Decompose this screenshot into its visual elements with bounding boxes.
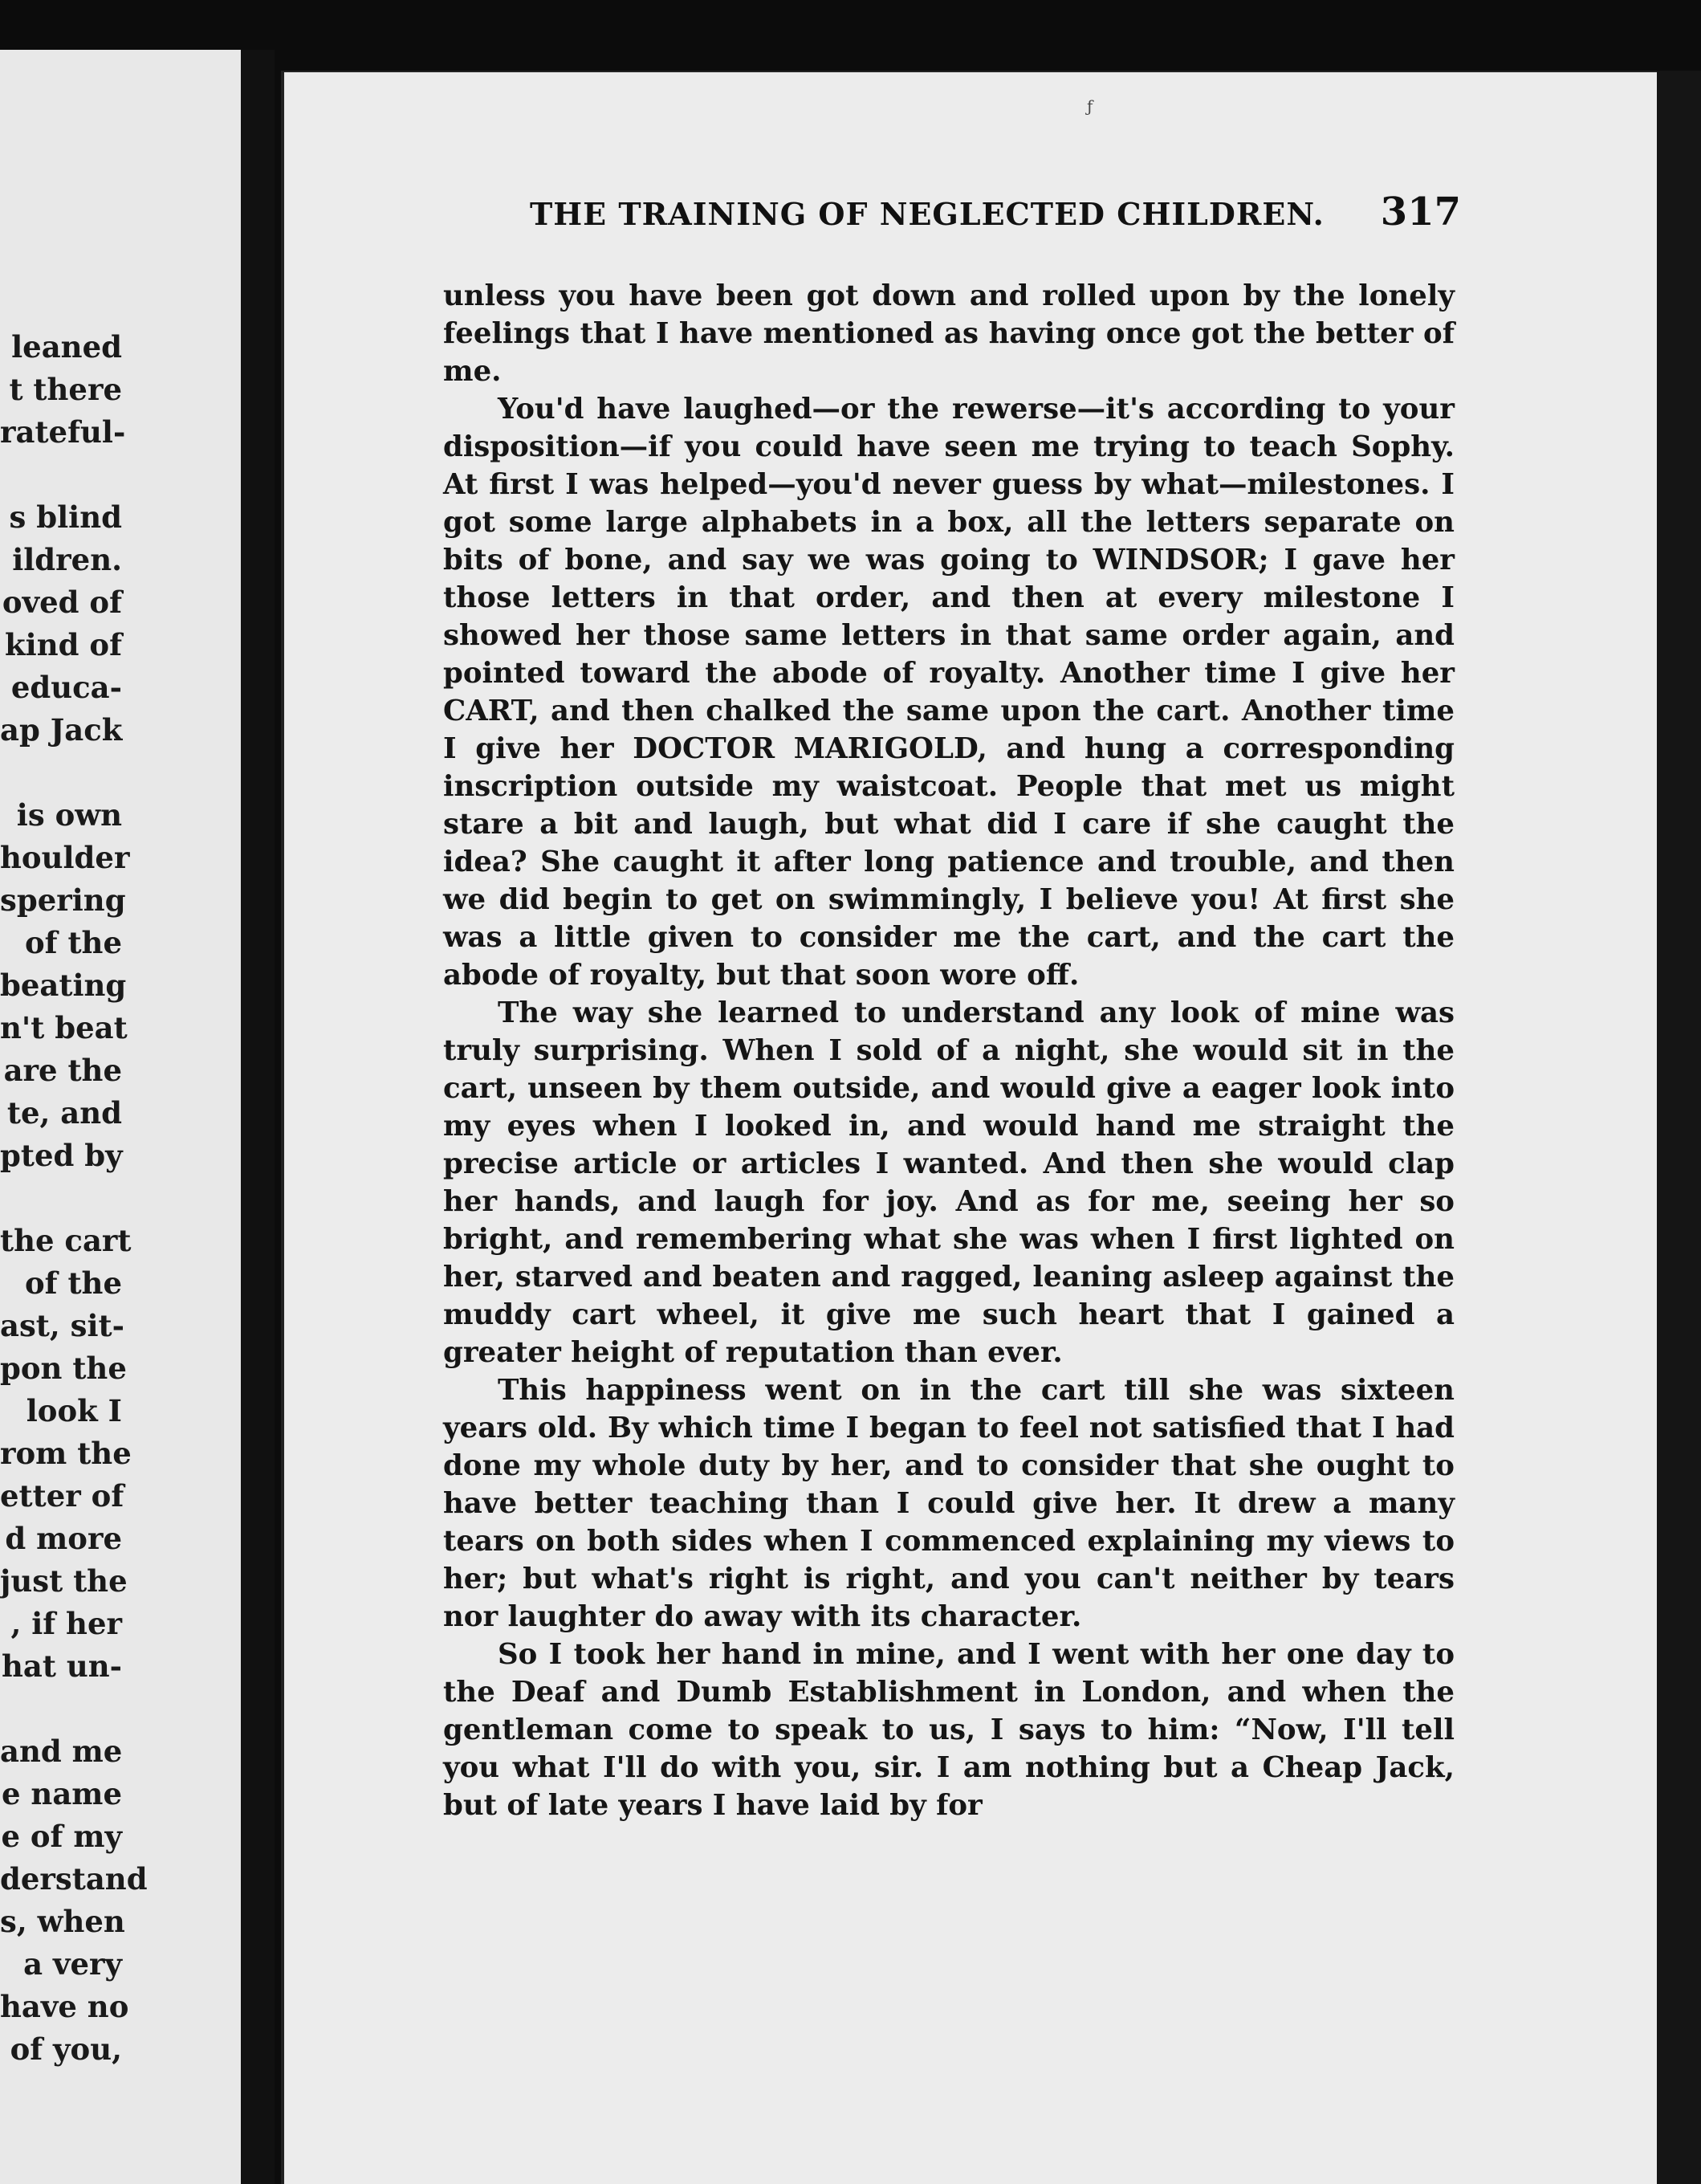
- left-page-fragment: e of my: [1, 1819, 122, 1854]
- left-page-fragment: pon the: [0, 1351, 127, 1386]
- left-page-fragment: , if her: [10, 1606, 122, 1641]
- page-number: 317: [1380, 189, 1461, 234]
- left-page-fragment: educa-: [10, 670, 122, 705]
- left-page-fragment: [0, 454, 241, 496]
- paragraph: unless you have been got down and rolled upon by the lonely feelings that I have mentioned as having once got the better of me.: [443, 279, 1455, 388]
- left-page-fragment: n't beat: [0, 1010, 128, 1045]
- left-page-fragment: rateful-: [0, 414, 126, 450]
- left-page-fragment: look I: [26, 1393, 122, 1428]
- left-page: [0, 50, 241, 2184]
- running-head: [530, 189, 1461, 238]
- left-page-text-fragments: [0, 326, 241, 2071]
- left-page-fragment: kind of: [5, 627, 122, 662]
- left-page-fragment: leaned: [11, 329, 122, 365]
- body-text: [443, 277, 1455, 1824]
- left-page-fragment: of the: [24, 1265, 122, 1301]
- left-page-fragment: te, and: [6, 1095, 122, 1131]
- paragraph: The way she learned to understand any look of mine was truly surprising. When I sold of a night, she would sit in the cart, unseen by them outside, and would give a eager look into my eyes when I looked in, and would hand me straight the precise article or articles I wanted. And then she would clap her hands, and laugh for joy. And as for me, seeing her so bright, and remembering what she was when I first lighted on her, starved and beaten and ragged, leaning asleep against the muddy cart wheel, it give me such heart that I gained a greater height of reputation than ever.: [443, 996, 1455, 1369]
- page-edge-shadow: [1657, 71, 1701, 2184]
- left-page-fragment: are the: [3, 1053, 122, 1088]
- left-page-fragment: a very: [23, 1946, 122, 1982]
- left-page-fragment: is own: [16, 797, 122, 833]
- book-gutter: [241, 50, 275, 2184]
- left-page-fragment: hat un-: [1, 1648, 122, 1684]
- left-page-fragment: ap Jack: [0, 712, 123, 748]
- left-page-fragment: s, when: [0, 1904, 125, 1939]
- left-page-fragment: t there: [9, 372, 122, 407]
- left-page-fragment: e name: [2, 1776, 122, 1811]
- left-page-fragment: ildren.: [12, 542, 122, 577]
- left-page-fragment: d more: [5, 1521, 122, 1556]
- left-page-fragment: [0, 752, 241, 794]
- left-page-fragment: oved of: [2, 585, 122, 620]
- paragraph: You'd have laughed—or the rewerse—it's according to your disposition—if you could have seen me trying to teach Sophy. At first I was helped—you'd never guess by what—milestones. I got some large alphabets in a box, all the letters separate on bits of bone, and say we was going to WINDSOR; I gave her those letters in that order, and then at every milestone I showed her those same letters in that same order again, and pointed toward the abode of royalty. Another time I give her CART, and then chalked the same upon the cart. Another time I give her DOCTOR MARIGOLD, and hung a corresponding inscription outside my waistcoat. People that met us might stare a bit and laugh, but what did I care if she caught the idea? She caught it after long patience and trouble, and then we did begin to get on swimmingly, I believe you! At first she was a little given to consider me the cart, and the cart the abode of royalty, but that soon wore off.: [443, 393, 1455, 992]
- left-page-fragment: and me: [0, 1734, 123, 1769]
- left-page-fragment: of the: [24, 925, 122, 960]
- left-page-fragment: [0, 1177, 241, 1220]
- left-page-fragment: have no: [0, 1989, 129, 2024]
- left-page-fragment: derstand: [0, 1861, 148, 1897]
- left-page-fragment: pted by: [0, 1138, 123, 1173]
- left-page-fragment: rom the: [0, 1436, 132, 1471]
- left-page-fragment: ast, sit-: [0, 1308, 124, 1343]
- left-page-fragment: beating: [0, 968, 127, 1003]
- left-page-fragment: spering: [0, 882, 126, 918]
- paragraph: So I took her hand in mine, and I went with her one day to the Deaf and Dumb Establishment in London, and when the gentleman come to speak to us, I says to him: “Now, I'll tell you what I'll do with you, sir. I am nothing but a Cheap Jack, but of late years I have laid by for: [443, 1638, 1455, 1822]
- stray-mark: ƒ: [1087, 96, 1093, 116]
- left-page-fragment: the cart: [0, 1223, 132, 1258]
- left-page-fragment: just the: [0, 1563, 128, 1599]
- left-page-fragment: s blind: [9, 499, 122, 535]
- left-page-fragment: of you,: [10, 2031, 122, 2067]
- paragraph: This happiness went on in the cart till she was sixteen years old. By which time I began to feel not satisfied that I had done my whole duty by her, and to consider that she ought to have better teaching than I could give her. It drew a many tears on both sides when I commenced explaining my views to her; but what's right is right, and you can't neither by tears nor laughter do away with its character.: [443, 1374, 1455, 1633]
- left-page-fragment: [0, 1688, 241, 1730]
- running-head-title: THE TRAINING OF NEGLECTED CHILDREN.: [530, 196, 1325, 232]
- left-page-fragment: etter of: [0, 1478, 124, 1514]
- left-page-fragment: houlder: [0, 840, 130, 875]
